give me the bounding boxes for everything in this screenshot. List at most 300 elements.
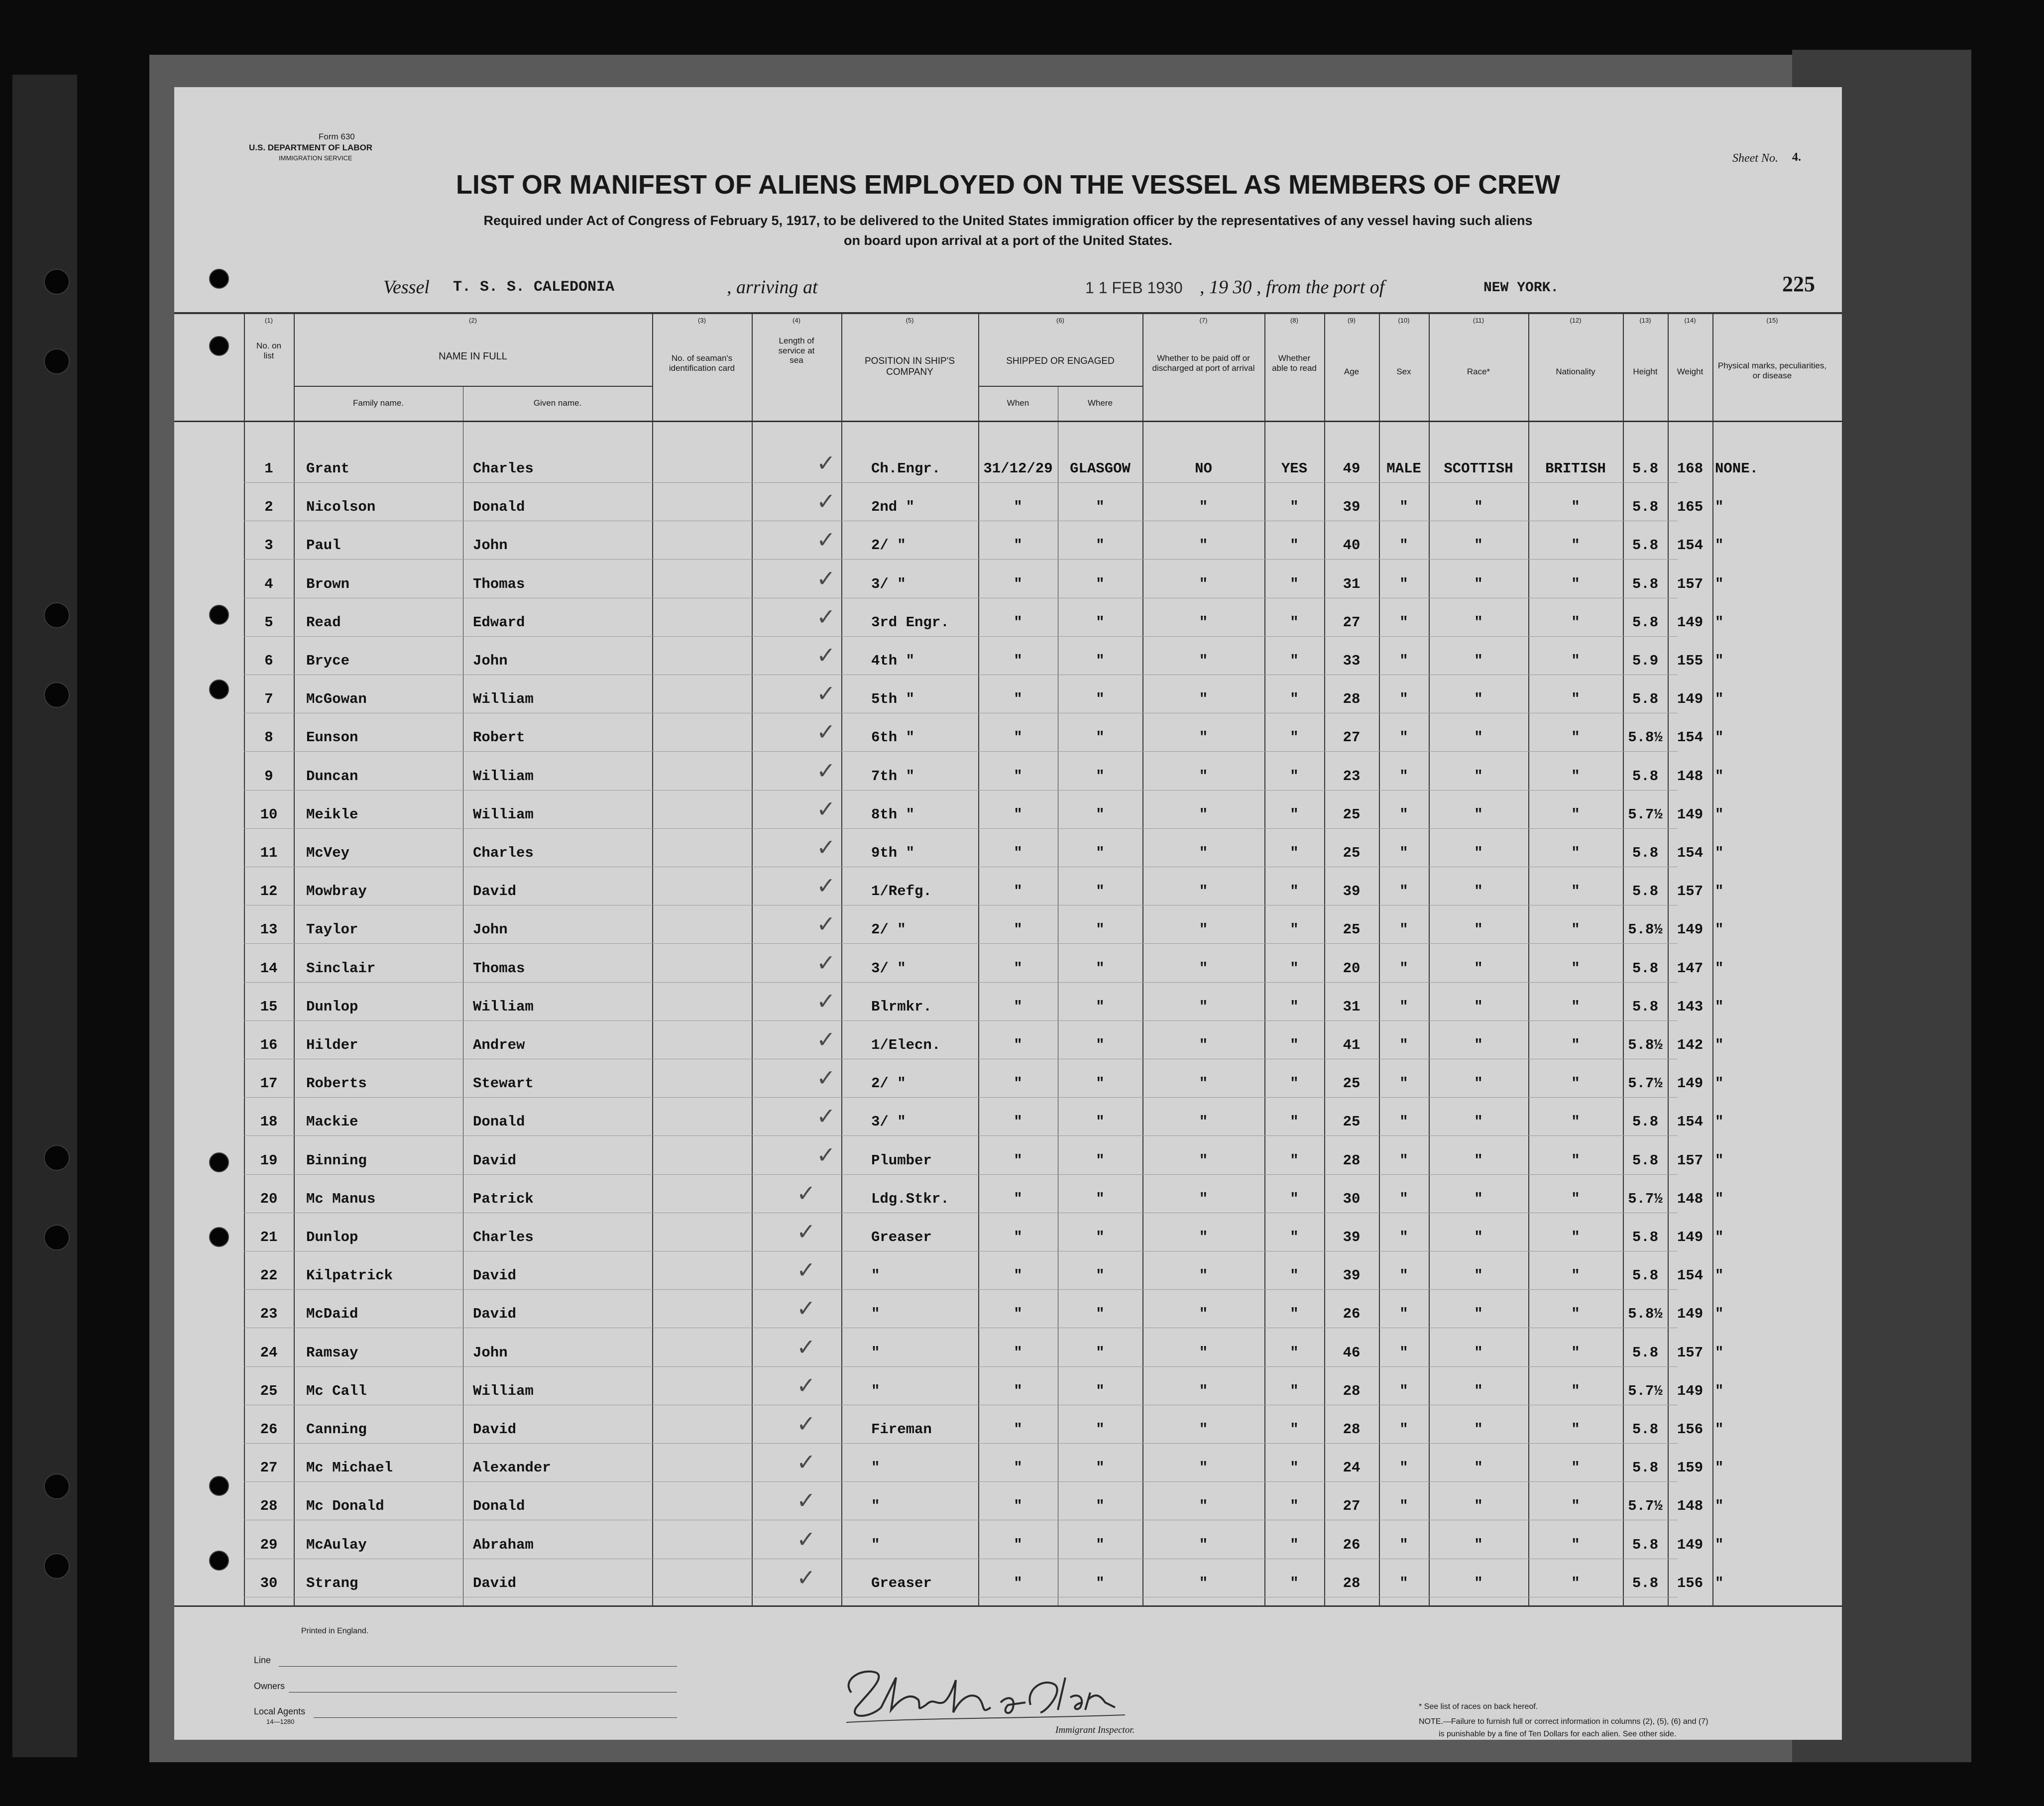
- cell-given: John: [473, 653, 508, 669]
- sheet-hole: [209, 605, 229, 625]
- cell-age: 25: [1343, 921, 1361, 938]
- cell-given: William: [473, 1382, 534, 1399]
- cell-no: 21: [260, 1229, 278, 1245]
- cell-weight: 147: [1677, 960, 1703, 977]
- table-top-rule: [174, 312, 1842, 314]
- cell-nationality: ": [1571, 1421, 1580, 1438]
- cell-no: 3: [264, 537, 273, 554]
- cell-height: 5.7½: [1628, 1498, 1663, 1515]
- cell-family: Sinclair: [306, 960, 376, 977]
- cell-when: ": [1014, 1229, 1022, 1245]
- cell-marks: ": [1715, 1037, 1724, 1053]
- cell-weight: 154: [1677, 537, 1703, 554]
- cell-height: 5.8: [1632, 998, 1659, 1015]
- cell-sex: ": [1399, 960, 1408, 977]
- cell-no: 5: [264, 614, 273, 631]
- cell-given: David: [473, 1421, 517, 1438]
- cell-race: ": [1474, 614, 1483, 631]
- col-13-num: (13): [1639, 317, 1651, 324]
- cell-marks: NONE.: [1715, 460, 1759, 477]
- checkmark-icon: ✓: [816, 987, 836, 1015]
- cell-when: ": [1014, 1536, 1022, 1553]
- cell-when: ": [1014, 998, 1022, 1015]
- cell-where: ": [1096, 575, 1105, 592]
- cell-given: Thomas: [473, 960, 525, 977]
- cell-nationality: ": [1571, 1229, 1580, 1245]
- cell-when: ": [1014, 1575, 1022, 1591]
- cell-nationality: ": [1571, 1498, 1580, 1515]
- cell-age: 24: [1343, 1460, 1361, 1476]
- cell-position: 1/Refg.: [871, 883, 932, 900]
- cell-read: ": [1290, 921, 1299, 938]
- cell-when: ": [1014, 1267, 1022, 1284]
- cell-nationality: ": [1571, 1075, 1580, 1092]
- cell-weight: 149: [1677, 691, 1703, 708]
- cell-race: ": [1474, 1114, 1483, 1130]
- col-6-num: (6): [1056, 317, 1064, 324]
- cell-given: John: [473, 921, 508, 938]
- cell-where: ": [1096, 1498, 1105, 1515]
- cell-no: 28: [260, 1498, 278, 1515]
- cell-age: 25: [1343, 806, 1361, 823]
- cell-sex: ": [1399, 1114, 1408, 1130]
- cell-age: 28: [1343, 1575, 1361, 1591]
- cell-where: ": [1096, 1536, 1105, 1553]
- cell-height: 5.8½: [1628, 1306, 1663, 1323]
- cell-sex: ": [1399, 1037, 1408, 1053]
- cell-read: ": [1290, 1536, 1299, 1553]
- binder-hole: [44, 1225, 70, 1250]
- cell-race: ": [1474, 537, 1483, 554]
- cell-position: ": [871, 1382, 880, 1399]
- cell-given: Charles: [473, 845, 534, 861]
- cell-family: Mc Michael: [306, 1460, 393, 1476]
- cell-no: 10: [260, 806, 278, 823]
- col-12-num: (12): [1570, 317, 1582, 324]
- cell-age: 27: [1343, 614, 1361, 631]
- cell-nationality: ": [1571, 537, 1580, 554]
- cell-marks: ": [1715, 1190, 1724, 1207]
- cell-family: Bryce: [306, 653, 350, 669]
- manifest-subtitle-1: Required under Act of Congress of February 5, 1917, to be delivered to the United States immigration officer by the representatives of any vessel having such aliens: [483, 213, 1533, 228]
- cell-family: Mc Donald: [306, 1498, 384, 1515]
- col-6-where: Where: [1087, 398, 1113, 408]
- cell-read: ": [1290, 537, 1299, 554]
- cell-family: McAulay: [306, 1536, 367, 1553]
- cell-position: 2/ ": [871, 921, 906, 938]
- cell-height: 5.8½: [1628, 729, 1663, 746]
- cell-marks: ": [1715, 1344, 1724, 1361]
- vessel-name: T. S. S. CALEDONIA: [453, 279, 615, 296]
- cell-marks: ": [1715, 1421, 1724, 1438]
- cell-read: ": [1290, 653, 1299, 669]
- cell-when: 31/12/29: [983, 460, 1053, 477]
- cell-where: ": [1096, 1075, 1105, 1092]
- cell-sex: ": [1399, 883, 1408, 900]
- col-11-label: Race*: [1467, 367, 1490, 376]
- cell-position: Ldg.Stkr.: [871, 1190, 949, 1207]
- binder-strip: [12, 75, 77, 1757]
- cell-nationality: ": [1571, 1382, 1580, 1399]
- col-2-family: Family name.: [352, 398, 404, 408]
- checkmark-icon: ✓: [796, 1295, 816, 1322]
- cell-race: ": [1474, 1575, 1483, 1591]
- cell-race: ": [1474, 768, 1483, 785]
- checkmark-icon: ✓: [816, 795, 836, 822]
- cell-given: Charles: [473, 1229, 534, 1245]
- col-7-label: Whether to be paid off or discharged at port of arrival: [1152, 353, 1255, 373]
- cell-weight: 149: [1677, 1229, 1703, 1245]
- cell-position: 5th ": [871, 691, 915, 708]
- cell-given: Stewart: [473, 1075, 534, 1092]
- col-6-label: SHIPPED OR ENGAGED: [1006, 356, 1115, 366]
- cell-when: ": [1014, 1114, 1022, 1130]
- cell-when: ": [1014, 845, 1022, 861]
- cell-race: ": [1474, 921, 1483, 938]
- cell-age: 26: [1343, 1306, 1361, 1323]
- cell-paid-off: ": [1199, 499, 1208, 516]
- cell-race: ": [1474, 1229, 1483, 1245]
- cell-where: ": [1096, 806, 1105, 823]
- cell-position: 3rd Engr.: [871, 614, 949, 631]
- cell-family: McGowan: [306, 691, 367, 708]
- cell-nationality: ": [1571, 1344, 1580, 1361]
- cell-given: Alexander: [473, 1460, 551, 1476]
- cell-sex: ": [1399, 691, 1408, 708]
- cell-where: ": [1096, 1114, 1105, 1130]
- cell-where: ": [1096, 1190, 1105, 1207]
- cell-where: ": [1096, 883, 1105, 900]
- cell-family: McVey: [306, 845, 350, 861]
- cell-marks: ": [1715, 691, 1724, 708]
- cell-race: SCOTTISH: [1444, 460, 1513, 477]
- cell-given: William: [473, 806, 534, 823]
- cell-given: David: [473, 1575, 517, 1591]
- row-rule: [244, 1481, 1678, 1482]
- col-5-label: POSITION IN SHIP'S COMPANY: [865, 356, 955, 377]
- cell-height: 5.8: [1632, 1229, 1659, 1245]
- col-14-num: (14): [1684, 317, 1696, 324]
- cell-marks: ": [1715, 1229, 1724, 1245]
- row-rule: [244, 1366, 1678, 1367]
- cell-height: 5.7½: [1628, 806, 1663, 823]
- col-8-label: Whether able to read: [1272, 353, 1317, 373]
- cell-race: ": [1474, 499, 1483, 516]
- cell-position: 3/ ": [871, 1114, 906, 1130]
- cell-height: 5.8: [1632, 1460, 1659, 1476]
- cell-sex: ": [1399, 729, 1408, 746]
- cell-nationality: ": [1571, 998, 1580, 1015]
- cell-paid-off: ": [1199, 1421, 1208, 1438]
- cell-sex: MALE: [1386, 460, 1421, 477]
- cell-age: 49: [1343, 460, 1361, 477]
- cell-position: 2/ ": [871, 1075, 906, 1092]
- sheet-hole: [209, 1476, 229, 1496]
- page-number: 225: [1782, 272, 1815, 296]
- cell-sex: ": [1399, 998, 1408, 1015]
- cell-read: ": [1290, 1498, 1299, 1515]
- cell-age: 41: [1343, 1037, 1361, 1053]
- cell-sex: ": [1399, 499, 1408, 516]
- cell-no: 12: [260, 883, 278, 900]
- cell-weight: 168: [1677, 460, 1703, 477]
- cell-where: ": [1096, 537, 1105, 554]
- cell-family: Grant: [306, 460, 350, 477]
- cell-paid-off: ": [1199, 768, 1208, 785]
- cell-position: Ch.Engr.: [871, 460, 941, 477]
- cell-sex: ": [1399, 575, 1408, 592]
- cell-race: ": [1474, 691, 1483, 708]
- cell-weight: 154: [1677, 1267, 1703, 1284]
- cell-paid-off: ": [1199, 921, 1208, 938]
- col-rule: [841, 312, 842, 1605]
- cell-paid-off: ": [1199, 1075, 1208, 1092]
- cell-race: ": [1474, 1306, 1483, 1323]
- cell-paid-off: ": [1199, 691, 1208, 708]
- cell-given: William: [473, 768, 534, 785]
- checkmark-icon: ✓: [816, 872, 836, 900]
- cell-given: Edward: [473, 614, 525, 631]
- cell-family: Eunson: [306, 729, 358, 746]
- cell-no: 1: [264, 460, 273, 477]
- cell-position: 9th ": [871, 845, 915, 861]
- cell-where: ": [1096, 1421, 1105, 1438]
- cell-where: ": [1096, 614, 1105, 631]
- row-rule: [244, 982, 1678, 983]
- cell-sex: ": [1399, 1152, 1408, 1169]
- owners-rule: [289, 1692, 677, 1693]
- cell-nationality: ": [1571, 499, 1580, 516]
- cell-read: ": [1290, 1152, 1299, 1169]
- cell-weight: 157: [1677, 883, 1703, 900]
- sheet-hole: [209, 1551, 229, 1571]
- cell-nationality: ": [1571, 1536, 1580, 1553]
- row-rule: [244, 751, 1678, 752]
- cell-family: Mc Call: [306, 1382, 367, 1399]
- cell-paid-off: ": [1199, 1306, 1208, 1323]
- cell-marks: ": [1715, 729, 1724, 746]
- col-13-label: Height: [1633, 367, 1658, 376]
- cell-read: ": [1290, 806, 1299, 823]
- cell-given: John: [473, 1344, 508, 1361]
- cell-race: ": [1474, 1382, 1483, 1399]
- checkmark-icon: ✓: [816, 949, 836, 976]
- cell-nationality: ": [1571, 1575, 1580, 1591]
- cell-sex: ": [1399, 1460, 1408, 1476]
- binder-hole: [44, 1553, 70, 1579]
- cell-sex: ": [1399, 1229, 1408, 1245]
- cell-paid-off: ": [1199, 537, 1208, 554]
- cell-sex: ": [1399, 1382, 1408, 1399]
- row-rule: [244, 1097, 1678, 1098]
- cell-nationality: ": [1571, 729, 1580, 746]
- cell-nationality: ": [1571, 575, 1580, 592]
- cell-marks: ": [1715, 806, 1724, 823]
- cell-nationality: ": [1571, 1152, 1580, 1169]
- cell-family: Kilpatrick: [306, 1267, 393, 1284]
- cell-marks: ": [1715, 653, 1724, 669]
- cell-read: ": [1290, 575, 1299, 592]
- shipped-subrule: [978, 386, 1142, 387]
- cell-where: ": [1096, 921, 1105, 938]
- row-rule: [244, 943, 1678, 944]
- cell-given: William: [473, 691, 534, 708]
- cell-race: ": [1474, 1344, 1483, 1361]
- cell-sex: ": [1399, 921, 1408, 938]
- cell-weight: 149: [1677, 806, 1703, 823]
- service: IMMIGRATION SERVICE: [279, 154, 352, 162]
- col-3-label: No. of seaman's identification card: [669, 353, 735, 373]
- cell-race: ": [1474, 1190, 1483, 1207]
- cell-given: David: [473, 1267, 517, 1284]
- cell-marks: ": [1715, 845, 1724, 861]
- cell-family: Nicolson: [306, 499, 376, 516]
- cell-paid-off: ": [1199, 845, 1208, 861]
- cell-family: McDaid: [306, 1306, 358, 1323]
- cell-paid-off: ": [1199, 1229, 1208, 1245]
- col-3-num: (3): [698, 317, 706, 324]
- cell-read: ": [1290, 1267, 1299, 1284]
- col-rule: [652, 312, 653, 1605]
- cell-when: ": [1014, 1152, 1022, 1169]
- col-2-given: Given name.: [533, 398, 582, 408]
- table-bottom-rule: [174, 1605, 1842, 1607]
- col-9-label: Age: [1344, 367, 1360, 376]
- cell-height: 5.8: [1632, 1267, 1659, 1284]
- cell-sex: ": [1399, 1344, 1408, 1361]
- cell-race: ": [1474, 1037, 1483, 1053]
- cell-when: ": [1014, 729, 1022, 746]
- cell-when: ": [1014, 960, 1022, 977]
- cell-no: 26: [260, 1421, 278, 1438]
- cell-nationality: ": [1571, 921, 1580, 938]
- cell-height: 5.8: [1632, 1536, 1659, 1553]
- cell-given: Patrick: [473, 1190, 534, 1207]
- col-7-num: (7): [1199, 317, 1208, 324]
- cell-sex: ": [1399, 1575, 1408, 1591]
- cell-given: John: [473, 537, 508, 554]
- col-15-num: (15): [1766, 317, 1778, 324]
- cell-height: 5.8: [1632, 1152, 1659, 1169]
- cell-sex: ": [1399, 1190, 1408, 1207]
- checkmark-icon: ✓: [816, 564, 836, 592]
- cell-paid-off: ": [1199, 575, 1208, 592]
- cell-where: ": [1096, 1306, 1105, 1323]
- cell-where: ": [1096, 1460, 1105, 1476]
- cell-race: ": [1474, 998, 1483, 1015]
- cell-marks: ": [1715, 998, 1724, 1015]
- col-15-label: Physical marks, peculiarities, or disease: [1717, 361, 1827, 380]
- cell-race: ": [1474, 1421, 1483, 1438]
- cell-paid-off: ": [1199, 1382, 1208, 1399]
- cell-read: ": [1290, 1575, 1299, 1591]
- binder-hole: [44, 1145, 70, 1171]
- vessel-label: Vessel: [383, 277, 430, 298]
- col-rule: [752, 312, 753, 1605]
- cell-marks: ": [1715, 499, 1724, 516]
- cell-age: 27: [1343, 1498, 1361, 1515]
- cell-height: 5.7½: [1628, 1075, 1663, 1092]
- cell-marks: ": [1715, 1498, 1724, 1515]
- inspector-label: Immigrant Inspector.: [1055, 1725, 1135, 1735]
- col-10-label: Sex: [1396, 367, 1411, 376]
- cell-family: Read: [306, 614, 341, 631]
- cell-family: Brown: [306, 575, 350, 592]
- cell-sex: ": [1399, 768, 1408, 785]
- cell-family: Ramsay: [306, 1344, 358, 1361]
- cell-race: ": [1474, 1498, 1483, 1515]
- cell-no: 8: [264, 729, 273, 746]
- header-bottom-rule: [174, 421, 1842, 422]
- cell-nationality: ": [1571, 1190, 1580, 1207]
- cell-race: ": [1474, 806, 1483, 823]
- cell-no: 24: [260, 1344, 278, 1361]
- cell-position: 7th ": [871, 768, 915, 785]
- cell-sex: ": [1399, 1075, 1408, 1092]
- cell-weight: 157: [1677, 575, 1703, 592]
- cell-given: Donald: [473, 1498, 525, 1515]
- cell-nationality: ": [1571, 1114, 1580, 1130]
- fine-note-2: is punishable by a fine of Ten Dollars for each alien. See other side.: [1439, 1730, 1677, 1738]
- cell-read: ": [1290, 1114, 1299, 1130]
- cell-sex: ": [1399, 806, 1408, 823]
- cell-age: 40: [1343, 537, 1361, 554]
- col-rule: [294, 312, 295, 1605]
- cell-marks: ": [1715, 960, 1724, 977]
- sheet-hole: [209, 1152, 229, 1172]
- cell-height: 5.8: [1632, 1344, 1659, 1361]
- checkmark-icon: ✓: [796, 1449, 816, 1476]
- cell-family: Meikle: [306, 806, 358, 823]
- col-2-label: NAME IN FULL: [439, 351, 507, 362]
- cell-read: ": [1290, 614, 1299, 631]
- manifest-title: LIST OR MANIFEST OF ALIENS EMPLOYED ON THE VESSEL AS MEMBERS OF CREW: [455, 170, 1561, 200]
- cell-no: 19: [260, 1152, 278, 1169]
- checkmark-icon: ✓: [796, 1371, 816, 1399]
- cell-weight: 157: [1677, 1344, 1703, 1361]
- name-subrule: [294, 386, 652, 387]
- form-number: Form 630: [319, 132, 355, 141]
- cell-read: ": [1290, 1382, 1299, 1399]
- checkmark-icon: ✓: [796, 1333, 816, 1360]
- checkmark-icon: ✓: [816, 642, 836, 669]
- cell-position: 8th ": [871, 806, 915, 823]
- cell-where: ": [1096, 1382, 1105, 1399]
- cell-no: 20: [260, 1190, 278, 1207]
- row-rule: [244, 636, 1678, 637]
- cell-paid-off: ": [1199, 729, 1208, 746]
- cell-where: GLASGOW: [1070, 460, 1131, 477]
- cell-position: 2/ ": [871, 537, 906, 554]
- row-rule: [244, 1289, 1678, 1290]
- cell-weight: 157: [1677, 1152, 1703, 1169]
- cell-weight: 149: [1677, 1075, 1703, 1092]
- cell-where: ": [1096, 845, 1105, 861]
- cell-no: 4: [264, 575, 273, 592]
- cell-race: ": [1474, 1536, 1483, 1553]
- cell-age: 26: [1343, 1536, 1361, 1553]
- cell-position: Fireman: [871, 1421, 932, 1438]
- cell-read: ": [1290, 883, 1299, 900]
- cell-age: 39: [1343, 1229, 1361, 1245]
- col-14-label: Weight: [1677, 367, 1703, 376]
- cell-paid-off: ": [1199, 998, 1208, 1015]
- cell-no: 30: [260, 1575, 278, 1591]
- cell-read: ": [1290, 1229, 1299, 1245]
- cell-when: ": [1014, 921, 1022, 938]
- cell-weight: 142: [1677, 1037, 1703, 1053]
- cell-height: 5.8: [1632, 1421, 1659, 1438]
